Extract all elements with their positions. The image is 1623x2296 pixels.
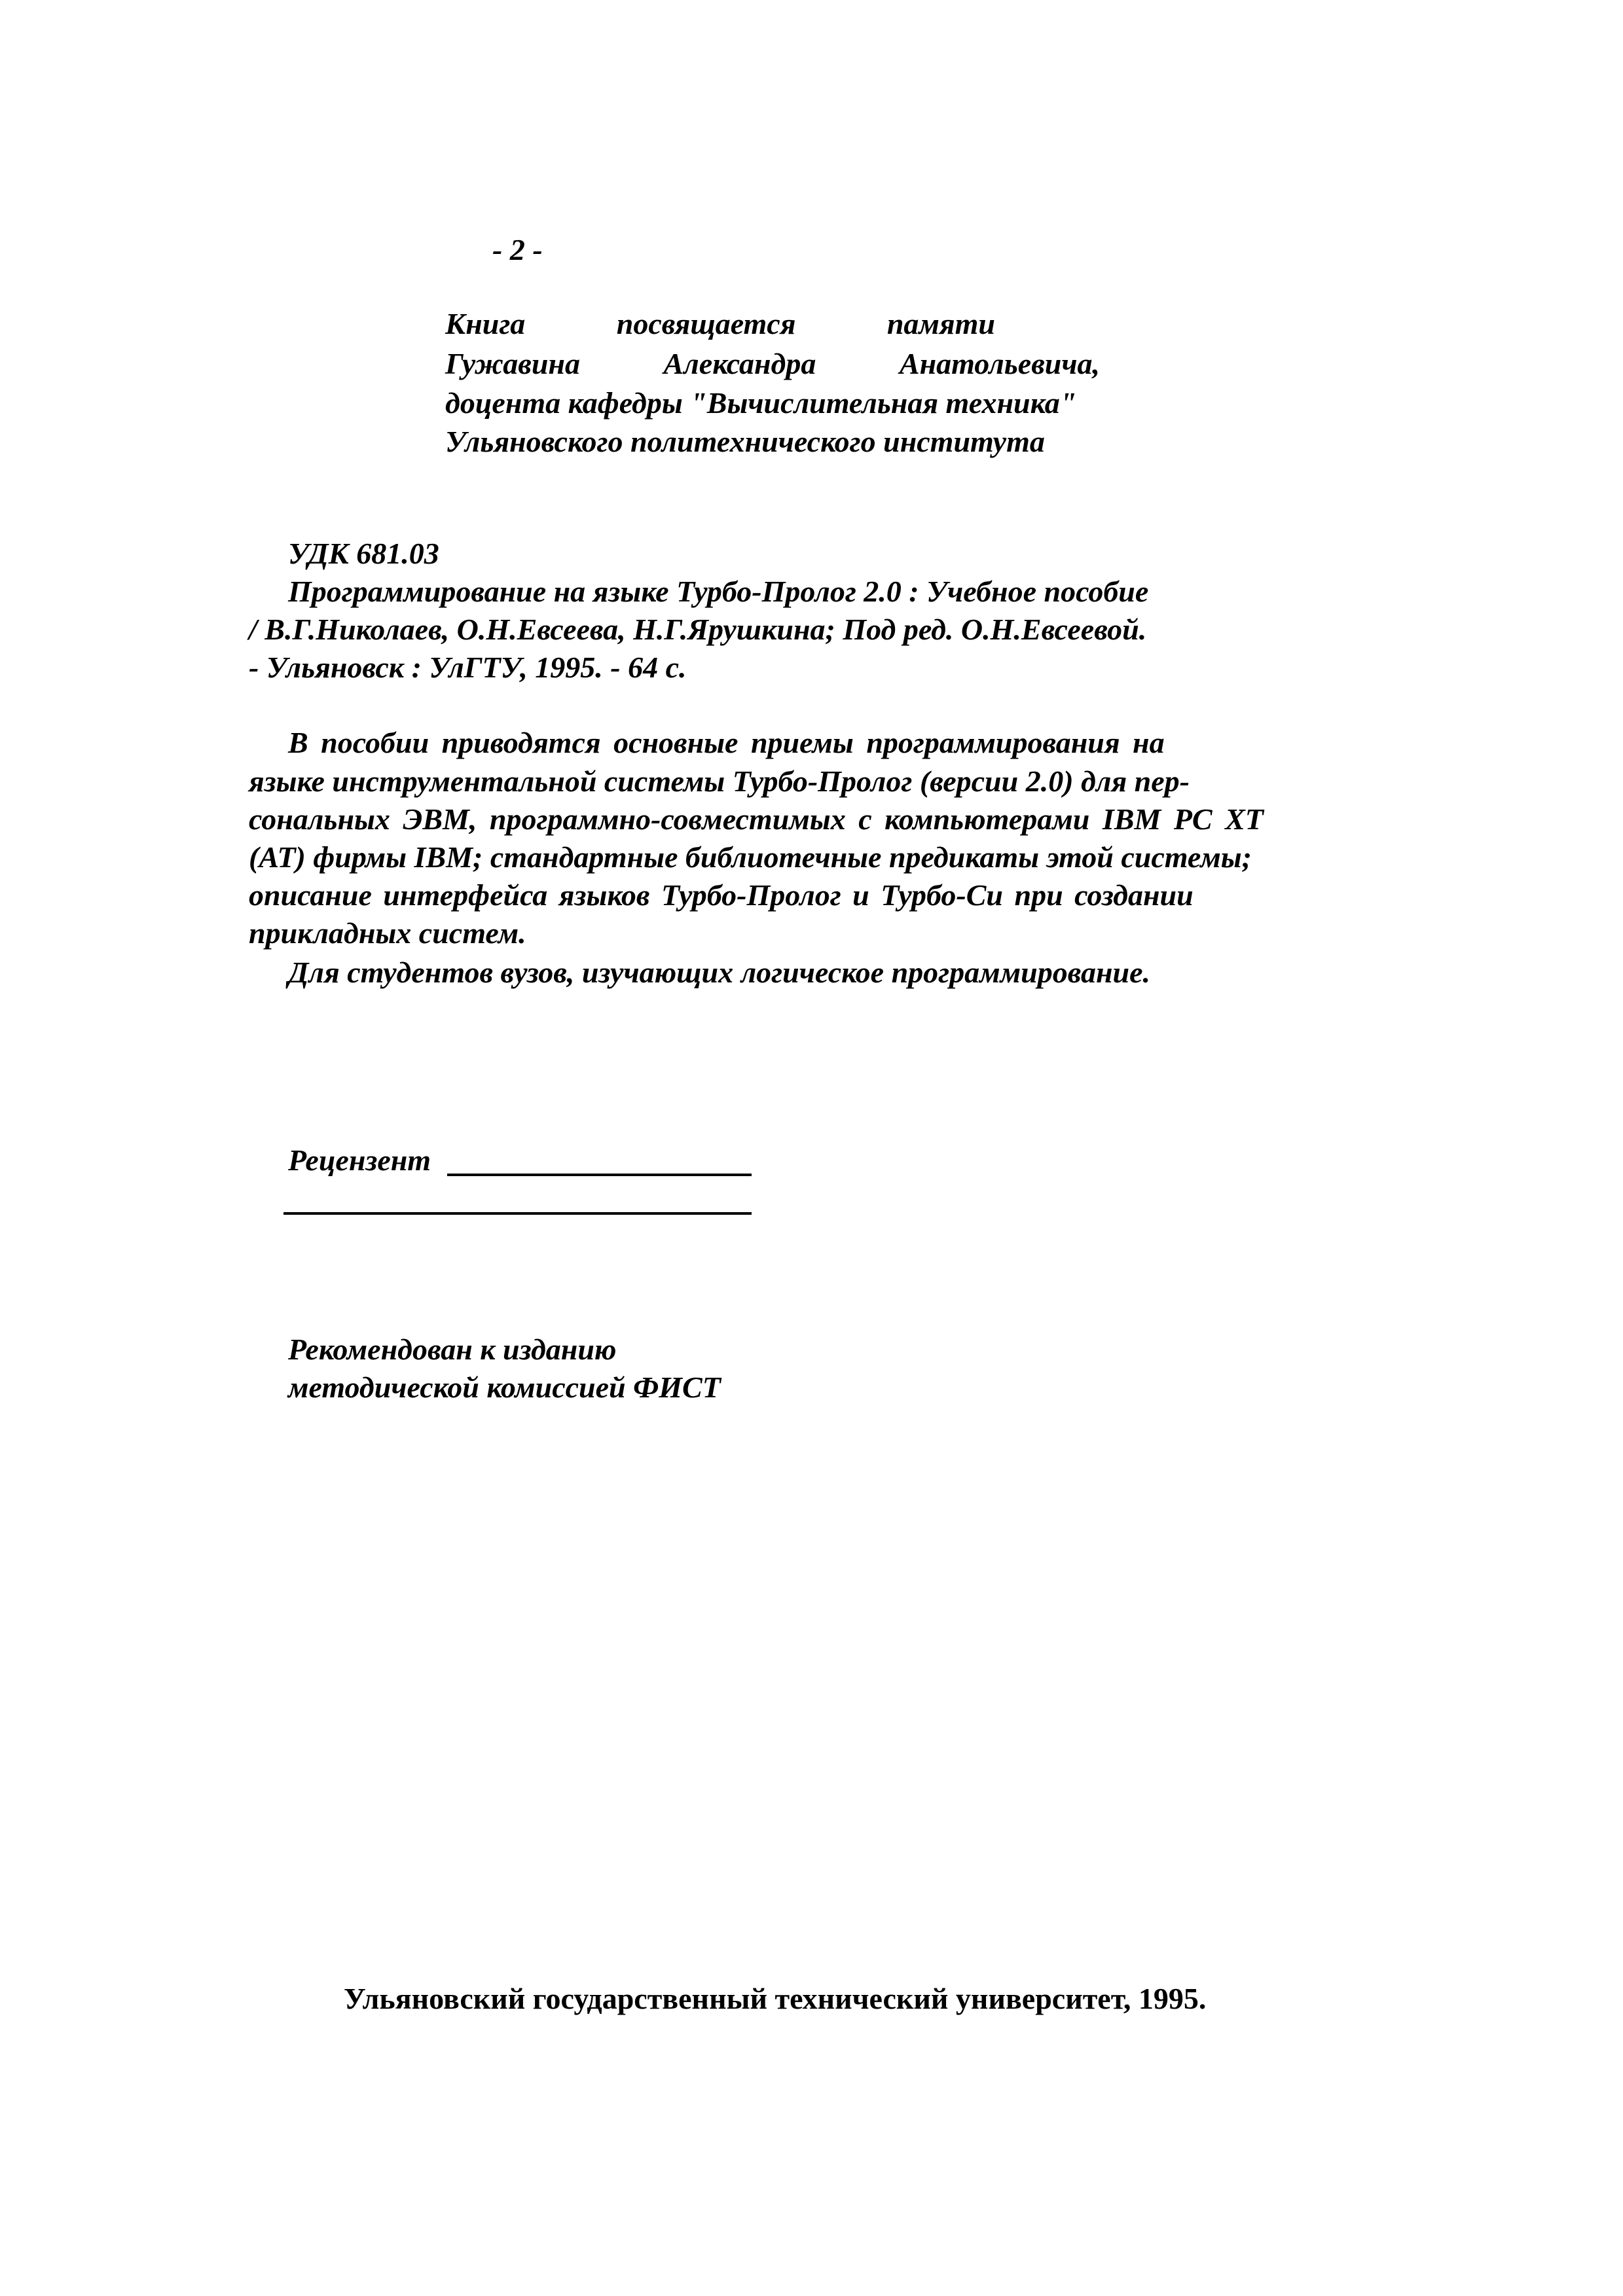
bibliography-line-1: Программирование на языке Турбо-Пролог 2.0 : Учебное пособие (288, 575, 1149, 608)
recommendation-line-1: Рекомендован к изданию (288, 1333, 617, 1366)
abstract-line-2: языке инструментальной системы Турбо-Пролог (версии 2.0) для пер- (249, 764, 1190, 798)
bibliography-line-2: / В.Г.Николаев, О.Н.Евсеева, Н.Г.Ярушкина; Под ред. О.Н.Евсеевой. (249, 613, 1147, 646)
page-number: - 2 - (492, 233, 543, 266)
bibliography-line-3: - Ульяновск : УлГТУ, 1995. - 64 с. (249, 651, 687, 684)
dedication-word: Книга (445, 307, 526, 340)
dedication-word: посвящается (616, 307, 796, 340)
audience-note: Для студентов вузов, изучающих логическое программирование. (288, 956, 1151, 989)
dedication-line-3: доцента кафедры "Вычислительная техника" (445, 386, 1077, 420)
dedication-line-4: Ульяновского политехнического института (445, 425, 1045, 458)
dedication-word: Гужавина (445, 347, 580, 380)
dedication-line-1 (445, 305, 995, 343)
abstract-line-4: (AT) фирмы IBM; стандартные библиотечные предикаты этой системы; (249, 840, 1252, 874)
udc-code: УДК 681.03 (288, 537, 439, 570)
dedication-line-2 (445, 345, 1100, 383)
publisher-footer: Ульяновский государственный технический университет, 1995. (344, 1982, 1207, 2015)
reviewer-signature-line-2 (283, 1212, 752, 1215)
abstract-line-3: сональных ЭВМ, программно-совместимых с компьютерами IBM PC XT (249, 802, 1264, 836)
abstract-line-1: В пособии приводятся основные приемы программирования на (288, 726, 1165, 759)
recommendation-line-2: методической комиссией ФИСТ (288, 1371, 721, 1404)
dedication-word: Анатольевича, (899, 347, 1100, 380)
dedication-word: Александра (663, 347, 816, 380)
reviewer-label: Рецензент (288, 1143, 431, 1177)
abstract-line-5: описание интерфейса языков Турбо-Пролог и Турбо-Си при создании (249, 878, 1194, 912)
abstract-line-6: прикладных систем. (249, 916, 526, 950)
reviewer-signature-line (447, 1174, 752, 1176)
dedication-word: памяти (886, 307, 995, 340)
